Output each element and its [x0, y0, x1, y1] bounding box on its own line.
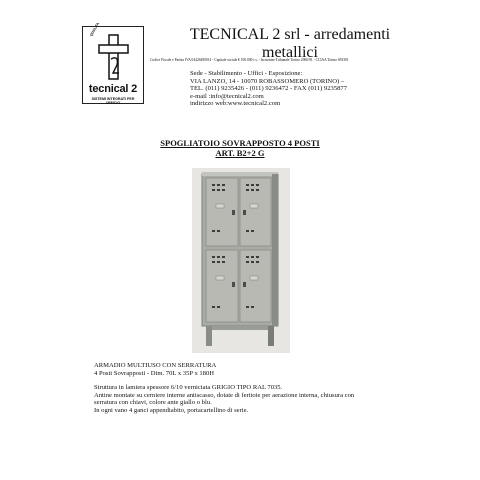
legal-info: Codice Fiscale e Partita IVA 04426490014 - Capitale sociale € 100.000 i.v. - Iscrizione Tribunale Torino 2006/91 - CCIAA Torino 693391 — [150, 58, 349, 62]
company-logo — [82, 21, 144, 105]
company-name-line1: TECNICAL 2 srl - arredamenti — [189, 26, 391, 43]
product-photo — [192, 168, 290, 353]
desc-line5: serratura con chiavi, colore ante giallo o blu. — [94, 399, 212, 407]
address-email: e-mail :info@tecnical2.com — [190, 92, 264, 100]
locker-cabinet-illustration — [192, 168, 290, 353]
address-block — [190, 70, 347, 108]
desc-line2: 4 Posti Sovrapposti - Dim. 70L x 35P x 180H — [94, 369, 215, 377]
company-name-line2: metallici — [262, 44, 318, 61]
address-line2: VIA LANZO, 14 - 10070 ROBASSOMERO (TORINO) – — [190, 77, 345, 85]
address-line1: Sede - Stabilimento - Uffici - Esposizione: — [190, 70, 303, 77]
address-line3: TEL. (011) 9235426 - (011) 9236472 - FAX (011) 9235877 — [190, 85, 348, 93]
company-name — [150, 26, 430, 62]
logo-tagline: SISTEMI INTEGRATI PER UFFICIO — [91, 97, 135, 105]
desc-line3: Struttura in lamiera spessore 6/10 verniciata GRIGIO TIPO RAL 7035. — [94, 384, 283, 392]
desc-line1: ARMADIO MULTIUSO CON SERRATURA — [94, 362, 217, 369]
product-description — [94, 362, 404, 415]
address-website: indirizzo web:www.tecnical2.com — [190, 100, 281, 108]
desc-line6: In ogni vano 4 ganci appendiabito, portacartellino di serie. — [94, 406, 249, 414]
desc-line4: Antine montate su cerniere interne antiscasso, dotate di feritoie per aerazione interna, chiusura con — [94, 391, 355, 399]
logo-name: tecnical 2 — [88, 83, 138, 95]
logo-quality-text: QUALITA — [89, 21, 101, 37]
product-title: SPOGLIATOIO SOVRAPPOSTO 4 POSTI — [160, 138, 320, 148]
product-code: ART. B2+2 G — [215, 148, 265, 158]
